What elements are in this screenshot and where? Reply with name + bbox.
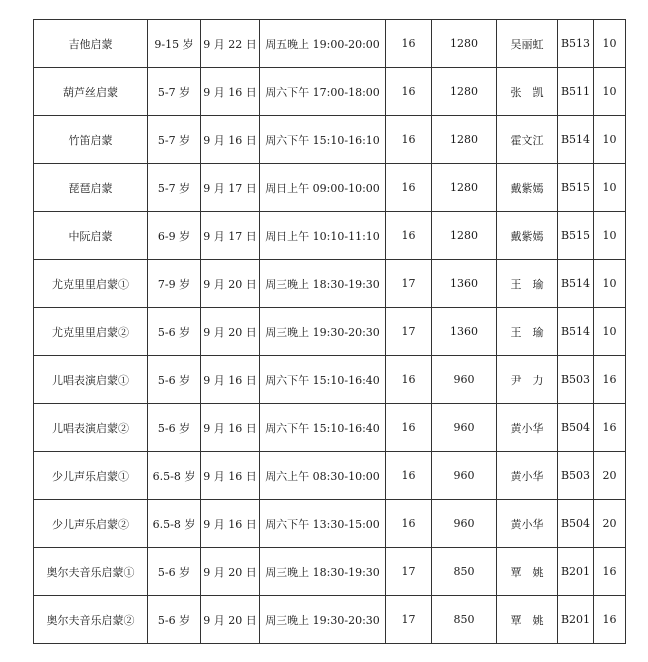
lesson-count-cell: 17 xyxy=(386,548,432,596)
course-name-cell: 竹笛启蒙 xyxy=(34,116,148,164)
capacity-cell: 10 xyxy=(594,116,626,164)
lesson-count-cell: 17 xyxy=(386,308,432,356)
capacity-cell: 20 xyxy=(594,452,626,500)
course-name-cell: 葫芦丝启蒙 xyxy=(34,68,148,116)
teacher-cell: 张 凯 xyxy=(497,68,558,116)
start-date-cell: 9 月 16 日 xyxy=(201,404,260,452)
fee-cell: 1280 xyxy=(432,20,497,68)
age-range-cell: 5-7 岁 xyxy=(148,68,201,116)
course-name-cell: 尤克里里启蒙② xyxy=(34,308,148,356)
fee-cell: 850 xyxy=(432,548,497,596)
lesson-count-cell: 17 xyxy=(386,596,432,644)
lesson-count-cell: 16 xyxy=(386,404,432,452)
fee-cell: 1280 xyxy=(432,164,497,212)
table-row xyxy=(34,548,626,596)
room-cell: B515 xyxy=(558,212,594,260)
table-row xyxy=(34,20,626,68)
start-date-cell: 9 月 20 日 xyxy=(201,548,260,596)
teacher-cell: 王 瑜 xyxy=(497,308,558,356)
lesson-count-cell: 16 xyxy=(386,116,432,164)
lesson-count-cell: 17 xyxy=(386,260,432,308)
table-row xyxy=(34,356,626,404)
room-cell: B513 xyxy=(558,20,594,68)
age-range-cell: 5-7 岁 xyxy=(148,164,201,212)
lesson-count-cell: 16 xyxy=(386,68,432,116)
age-range-cell: 5-7 岁 xyxy=(148,116,201,164)
fee-cell: 1280 xyxy=(432,212,497,260)
fee-cell: 960 xyxy=(432,404,497,452)
capacity-cell: 16 xyxy=(594,356,626,404)
age-range-cell: 5-6 岁 xyxy=(148,356,201,404)
room-cell: B201 xyxy=(558,596,594,644)
start-date-cell: 9 月 20 日 xyxy=(201,596,260,644)
table-row xyxy=(34,452,626,500)
room-cell: B201 xyxy=(558,548,594,596)
fee-cell: 1360 xyxy=(432,308,497,356)
capacity-cell: 20 xyxy=(594,500,626,548)
table-row xyxy=(34,260,626,308)
capacity-cell: 10 xyxy=(594,212,626,260)
teacher-cell: 黄小华 xyxy=(497,404,558,452)
class-time-cell: 周六下午 15:10-16:10 xyxy=(260,116,386,164)
class-time-cell: 周日上午 10:10-11:10 xyxy=(260,212,386,260)
fee-cell: 1360 xyxy=(432,260,497,308)
table-row xyxy=(34,404,626,452)
age-range-cell: 5-6 岁 xyxy=(148,548,201,596)
start-date-cell: 9 月 20 日 xyxy=(201,260,260,308)
teacher-cell: 吴丽虹 xyxy=(497,20,558,68)
table-row xyxy=(34,500,626,548)
course-name-cell: 吉他启蒙 xyxy=(34,20,148,68)
room-cell: B503 xyxy=(558,356,594,404)
capacity-cell: 16 xyxy=(594,596,626,644)
course-name-cell: 少儿声乐启蒙① xyxy=(34,452,148,500)
table-row xyxy=(34,68,626,116)
class-time-cell: 周日上午 09:00-10:00 xyxy=(260,164,386,212)
table-row xyxy=(34,596,626,644)
capacity-cell: 10 xyxy=(594,68,626,116)
class-time-cell: 周六下午 15:10-16:40 xyxy=(260,404,386,452)
room-cell: B514 xyxy=(558,308,594,356)
lesson-count-cell: 16 xyxy=(386,212,432,260)
capacity-cell: 16 xyxy=(594,404,626,452)
teacher-cell: 黄小华 xyxy=(497,452,558,500)
teacher-cell: 戴紫嫣 xyxy=(497,164,558,212)
teacher-cell: 王 瑜 xyxy=(497,260,558,308)
start-date-cell: 9 月 16 日 xyxy=(201,356,260,404)
room-cell: B511 xyxy=(558,68,594,116)
fee-cell: 850 xyxy=(432,596,497,644)
class-time-cell: 周三晚上 19:30-20:30 xyxy=(260,308,386,356)
teacher-cell: 覃 姚 xyxy=(497,596,558,644)
age-range-cell: 6-9 岁 xyxy=(148,212,201,260)
class-time-cell: 周六下午 15:10-16:40 xyxy=(260,356,386,404)
start-date-cell: 9 月 16 日 xyxy=(201,68,260,116)
course-name-cell: 琵琶启蒙 xyxy=(34,164,148,212)
start-date-cell: 9 月 16 日 xyxy=(201,452,260,500)
table-row xyxy=(34,116,626,164)
lesson-count-cell: 16 xyxy=(386,20,432,68)
age-range-cell: 5-6 岁 xyxy=(148,596,201,644)
teacher-cell: 黄小华 xyxy=(497,500,558,548)
capacity-cell: 10 xyxy=(594,164,626,212)
lesson-count-cell: 16 xyxy=(386,356,432,404)
room-cell: B504 xyxy=(558,500,594,548)
capacity-cell: 16 xyxy=(594,548,626,596)
fee-cell: 960 xyxy=(432,452,497,500)
capacity-cell: 10 xyxy=(594,20,626,68)
age-range-cell: 6.5-8 岁 xyxy=(148,500,201,548)
room-cell: B503 xyxy=(558,452,594,500)
teacher-cell: 戴紫嫣 xyxy=(497,212,558,260)
lesson-count-cell: 16 xyxy=(386,500,432,548)
table-row xyxy=(34,164,626,212)
teacher-cell: 霍文江 xyxy=(497,116,558,164)
course-name-cell: 奥尔夫音乐启蒙① xyxy=(34,548,148,596)
table-row xyxy=(34,212,626,260)
age-range-cell: 7-9 岁 xyxy=(148,260,201,308)
start-date-cell: 9 月 16 日 xyxy=(201,116,260,164)
age-range-cell: 5-6 岁 xyxy=(148,404,201,452)
teacher-cell: 覃 姚 xyxy=(497,548,558,596)
course-name-cell: 尤克里里启蒙① xyxy=(34,260,148,308)
class-time-cell: 周三晚上 19:30-20:30 xyxy=(260,596,386,644)
age-range-cell: 5-6 岁 xyxy=(148,308,201,356)
room-cell: B514 xyxy=(558,116,594,164)
age-range-cell: 9-15 岁 xyxy=(148,20,201,68)
fee-cell: 960 xyxy=(432,500,497,548)
start-date-cell: 9 月 17 日 xyxy=(201,212,260,260)
start-date-cell: 9 月 16 日 xyxy=(201,500,260,548)
fee-cell: 1280 xyxy=(432,116,497,164)
fee-cell: 1280 xyxy=(432,68,497,116)
class-time-cell: 周三晚上 18:30-19:30 xyxy=(260,260,386,308)
class-time-cell: 周六下午 17:00-18:00 xyxy=(260,68,386,116)
class-time-cell: 周六上午 08:30-10:00 xyxy=(260,452,386,500)
course-name-cell: 少儿声乐启蒙② xyxy=(34,500,148,548)
fee-cell: 960 xyxy=(432,356,497,404)
capacity-cell: 10 xyxy=(594,260,626,308)
lesson-count-cell: 16 xyxy=(386,452,432,500)
class-time-cell: 周三晚上 18:30-19:30 xyxy=(260,548,386,596)
table-row xyxy=(34,308,626,356)
course-schedule-table xyxy=(33,19,626,644)
course-name-cell: 奥尔夫音乐启蒙② xyxy=(34,596,148,644)
course-name-cell: 儿唱表演启蒙② xyxy=(34,404,148,452)
room-cell: B515 xyxy=(558,164,594,212)
class-time-cell: 周五晚上 19:00-20:00 xyxy=(260,20,386,68)
class-time-cell: 周六下午 13:30-15:00 xyxy=(260,500,386,548)
age-range-cell: 6.5-8 岁 xyxy=(148,452,201,500)
start-date-cell: 9 月 22 日 xyxy=(201,20,260,68)
table-body xyxy=(34,20,626,644)
start-date-cell: 9 月 20 日 xyxy=(201,308,260,356)
room-cell: B514 xyxy=(558,260,594,308)
lesson-count-cell: 16 xyxy=(386,164,432,212)
course-name-cell: 中阮启蒙 xyxy=(34,212,148,260)
room-cell: B504 xyxy=(558,404,594,452)
start-date-cell: 9 月 17 日 xyxy=(201,164,260,212)
capacity-cell: 10 xyxy=(594,308,626,356)
course-name-cell: 儿唱表演启蒙① xyxy=(34,356,148,404)
teacher-cell: 尹 力 xyxy=(497,356,558,404)
